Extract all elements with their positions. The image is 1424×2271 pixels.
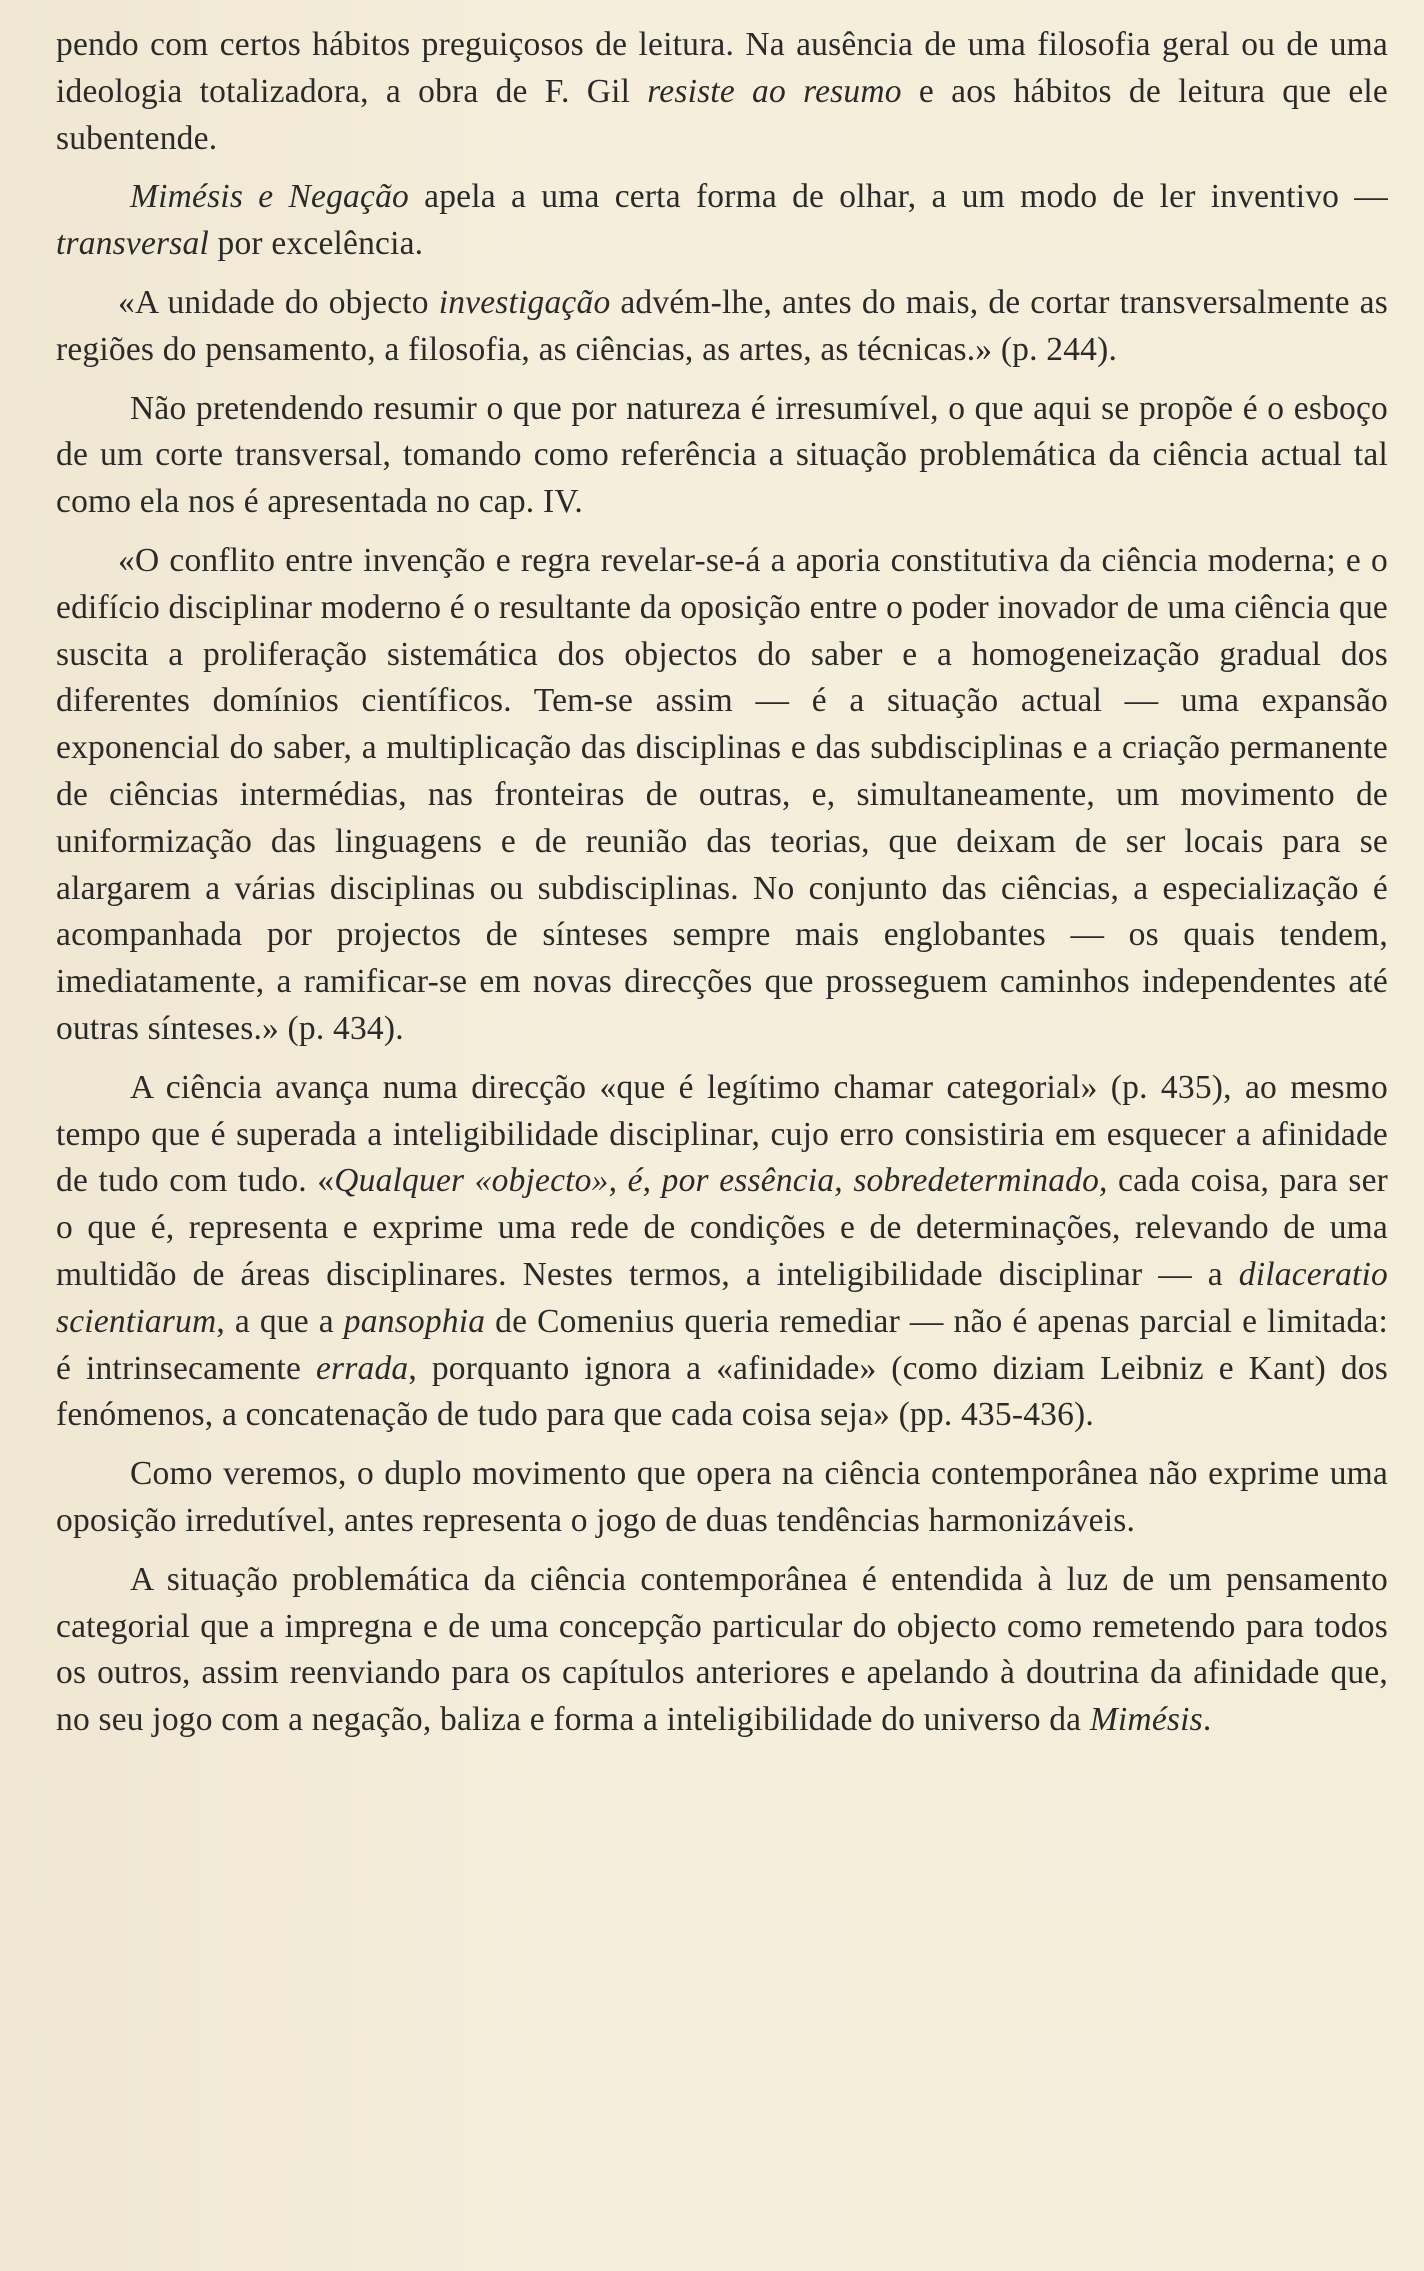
paragraph [56,1557,1388,1744]
paragraph [56,1065,1388,1439]
text-run: , porquanto ignora a «afinidade» (como diziam Leibniz e Kant) dos fenómenos, a concatenação de tudo para que cada coisa seja» (pp. 435-436). [56,1349,1388,1434]
body-text [56,22,1388,1756]
text-run: «A unidade do objecto [118,283,439,321]
text-run: «O conflito entre invenção e regra revelar-se-á a aporia constitutiva da ciência moderna; e o edifício disciplinar moderno é o resultante da oposição entre o poder inovador de uma ciência que suscita a proliferação sistemática dos objectos do saber e a homogeneização gradual dos diferentes domínios científicos. Tem-se assim — é a situação actual — uma expansão exponencial do saber, a multiplicação das disciplinas e das subdisciplinas e a criação permanente de ciências intermédias, nas fronteiras de outras, e, simultaneamente, um movimento de uniformização das linguagens e de reunião das teorias, que deixam de ser locais para se alargarem a várias disciplinas ou subdisciplinas. No conjunto das ciências, a especialização é acompanhada por projectos de sínteses sempre mais englobantes — os quais tendem, imediatamente, a ramificar-se em novas direcções que prosseguem caminhos independentes até outras sínteses.» (p. 434). [56,541,1388,1047]
text-run: pendo com certos hábitos preguiçosos de leitura. Na ausência de uma filosofia geral ou de uma ideologia totalizadora, a obra de F. Gil [56,26,1388,110]
text-run: advém-lhe, antes do mais, de cortar transversalmente as regiões do pensamento, a filosofia, as ciências, as artes, as técnicas.» (p. 244). [56,283,1388,368]
paragraph [56,22,1388,162]
text-run: , a que a [216,1302,344,1340]
italic-text: errada [315,1349,409,1387]
italic-text: Mimésis e Negação [130,178,409,216]
text-run: A situação problemática da ciência contemporânea é entendida à luz de um pensamento categorial que a impregna e de uma concepção particular do objecto como remetendo para todos os outros, assim reenviando para os capítulos anteriores e apelando à doutrina da afinidade que, no seu jogo com a negação, baliza e forma a inteligibilidade do universo da [56,1560,1388,1739]
italic-text: transversal [56,225,209,263]
text-run: de Comenius queria remediar — não é apenas parcial e limitada: é intrinsecamente [56,1302,1389,1387]
quoted-paragraph [56,538,1388,1053]
text-run: . [1202,1701,1212,1739]
italic-text: pansophia [343,1302,486,1340]
paragraph [56,1451,1388,1545]
paragraph [56,386,1388,526]
italic-text: dilaceratio scientiarum [56,1255,1388,1340]
text-run: apela a uma certa forma de olhar, a um modo de ler inventivo — [408,178,1388,216]
italic-text: resiste ao resumo [647,72,902,110]
italic-text: investigação [438,283,611,321]
text-run: Não pretendendo resumir o que por natureza é irresumível, o que aqui se propõe é o esboço de um corte transversal, tomando como referência a situação problemática da ciência actual tal como ela nos é apresentada no cap. IV. [56,389,1388,521]
text-run: A ciência avança numa direcção «que é legítimo chamar categorial» (p. 435), ao mesmo tempo que é superada a inteligibilidade disciplinar, cujo erro consistiria em esquecer a afinidade de tudo com tudo. « [56,1068,1388,1200]
paragraph [56,174,1388,268]
text-run: por excelência. [208,225,424,263]
quoted-paragraph [56,280,1388,374]
text-run: e aos hábitos de leitura que ele subentende. [56,72,1388,157]
italic-text: Mimésis [1089,1701,1203,1739]
italic-text: Qualquer «objecto», é, por essência, sobredeterminado, [334,1162,1108,1200]
text-run: cada coisa, para ser o que é, representa e exprime uma rede de condições e de determinações, relevando de uma multidão de áreas disciplinares. Nestes termos, a inteligibilidade disciplinar — a [56,1162,1389,1293]
text-run: Como veremos, o duplo movimento que opera na ciência contemporânea não exprime uma oposição irredutível, antes representa o jogo de duas tendências harmonizáveis. [56,1455,1388,1539]
